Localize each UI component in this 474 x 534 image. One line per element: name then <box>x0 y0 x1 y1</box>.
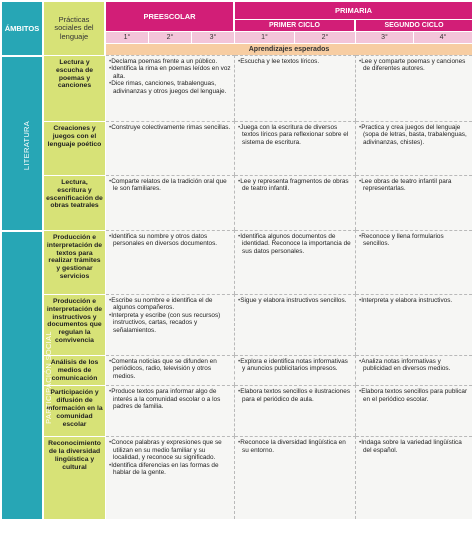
list-item: • Identifica diferencias en las formas de hablar de la gente. <box>109 462 231 477</box>
list-item: • Interpreta y escribe (con sus recursos) instructivos, cartas, recados y señalamientos. <box>109 312 231 334</box>
list-item: • Escucha y lee textos líricos. <box>238 58 352 65</box>
header-ambitos: ÁMBITOS <box>2 2 44 55</box>
practica-cell: Análisis de los medios de comunicación <box>44 355 106 385</box>
grade-header: 3° <box>192 31 235 43</box>
segundo-ciclo-cell <box>356 230 472 294</box>
table-row <box>2 385 472 436</box>
practica-cell: Creaciones y juegos con el lenguaje poético <box>44 121 106 175</box>
segundo-ciclo-cell <box>356 121 472 175</box>
grade-header: 1° <box>106 31 149 43</box>
preescolar-cell <box>106 175 235 230</box>
table-row <box>2 230 472 294</box>
segundo-ciclo-cell <box>356 355 472 385</box>
list-item: • Interpreta y elabora instructivos. <box>359 297 469 304</box>
header-primer-ciclo: PRIMER CICLO <box>235 19 356 31</box>
table-row <box>2 55 472 121</box>
aprendizajes-table <box>2 2 472 519</box>
table-row <box>2 121 472 175</box>
ambito-participacion-social <box>2 230 53 519</box>
practica-cell: Lectura, escritura y escenificación de obras teatrales <box>44 175 106 230</box>
list-item: • Identifica su nombre y otros datos personales en diversos documentos. <box>109 233 231 248</box>
list-item: • Elabora textos sencillos para publicar en el periódico escolar. <box>359 388 469 403</box>
list-item: • Produce textos para informar algo de interés a la comunidad escolar o a los padres de familia. <box>109 388 231 410</box>
primer-ciclo-cell <box>235 230 356 294</box>
list-item: • Reconoce y llena formularios sencillos. <box>359 233 469 248</box>
list-item: • Lee obras de teatro infantil para representarlas. <box>359 178 469 193</box>
table-row <box>2 436 472 519</box>
preescolar-cell <box>106 230 235 294</box>
list-item: • Lee y comparte poemas y canciones de diferentes autores. <box>359 58 469 73</box>
practica-cell: Producción e interpretación de instructivos y documentos que regulan la convivencia <box>44 294 106 355</box>
segundo-ciclo-cell <box>356 294 472 355</box>
practica-cell: Reconocimiento de la diversidad lingüística y cultural <box>44 436 106 519</box>
primer-ciclo-cell <box>235 436 356 519</box>
table-row <box>2 355 472 385</box>
header-practicas: Prácticas sociales del lenguaje <box>44 2 106 55</box>
segundo-ciclo-cell <box>356 436 472 519</box>
list-item: • Dice rimas, canciones, trabalenguas, adivinanzas y otros juegos del lenguaje. <box>109 80 231 95</box>
grade-header: 3° <box>356 31 414 43</box>
list-item: • Comparte relatos de la tradición oral que le son familiares. <box>109 178 231 193</box>
preescolar-cell <box>106 436 235 519</box>
practica-cell: Producción e interpretación de textos para realizar trámites y gestionar servicios <box>44 230 106 294</box>
grade-header: 2° <box>295 31 356 43</box>
header-preescolar: PREESCOLAR <box>106 2 235 31</box>
table-row <box>2 294 472 355</box>
primer-ciclo-cell <box>235 355 356 385</box>
list-item: • Explora e identifica notas informativas y anuncios publicitarios impresos. <box>238 358 352 373</box>
primer-ciclo-cell <box>235 294 356 355</box>
list-item: • Identifica algunos documentos de identidad. Reconoce la importancia de sus datos personales. <box>238 233 352 255</box>
list-item: • Identifica la rima en poemas leídos en voz alta. <box>109 65 231 80</box>
primer-ciclo-cell <box>235 55 356 121</box>
primer-ciclo-cell <box>235 385 356 436</box>
header-aprendizajes-esperados: Aprendizajes esperados <box>106 43 472 55</box>
list-item: • Comenta noticias que se difunden en periódicos, radio, televisión y otros medios. <box>109 358 231 380</box>
segundo-ciclo-cell <box>356 385 472 436</box>
segundo-ciclo-cell <box>356 175 472 230</box>
grade-header: 1° <box>235 31 295 43</box>
list-item: • Elabora textos sencillos e ilustraciones para el periódico de aula. <box>238 388 352 403</box>
list-item: • Reconoce la diversidad lingüística en su entorno. <box>238 439 352 454</box>
header-primaria: PRIMARIA <box>235 2 472 19</box>
ambito-participacion-label: PARTICIPACIÓN SOCIAL <box>43 330 53 424</box>
segundo-ciclo-cell <box>356 55 472 121</box>
list-item: • Sigue y elabora instructivos sencillos. <box>238 297 352 304</box>
grade-header: 2° <box>149 31 192 43</box>
preescolar-cell <box>106 55 235 121</box>
header-segundo-ciclo: SEGUNDO CICLO <box>356 19 472 31</box>
list-item: • Declama poemas frente a un público. <box>109 58 231 65</box>
ambito-literatura-label: LITERATURA <box>22 120 32 170</box>
ambito-literatura <box>2 55 44 230</box>
practica-cell: Participación y difusión de información en la comunidad escolar <box>44 385 106 436</box>
list-item: • Juega con la escritura de diversos textos líricos para reflexionar sobre el sistema de escritura. <box>238 124 352 146</box>
list-item: • Conoce palabras y expresiones que se utilizan en su medio familiar y su localidad, y reconoce su significado. <box>109 439 231 461</box>
list-item: • Construye colectivamente rimas sencillas. <box>109 124 231 131</box>
preescolar-cell <box>106 355 235 385</box>
primer-ciclo-cell <box>235 121 356 175</box>
list-item: • Analiza notas informativas y publicidad en diversos medios. <box>359 358 469 373</box>
preescolar-cell <box>106 294 235 355</box>
primer-ciclo-cell <box>235 175 356 230</box>
list-item: • Lee y representa fragmentos de obras de teatro infantil. <box>238 178 352 193</box>
practica-cell: Lectura y escucha de poemas y canciones <box>44 55 106 121</box>
list-item: • Indaga sobre la variedad lingüística del español. <box>359 439 469 454</box>
table-row <box>2 175 472 230</box>
preescolar-cell <box>106 121 235 175</box>
grade-header: 4° <box>414 31 472 43</box>
list-item: • Escribe su nombre e identifica el de algunos compañeros. <box>109 297 231 312</box>
preescolar-cell <box>106 385 235 436</box>
list-item: • Practica y crea juegos del lenguaje (sopa de letras, basta, trabalenguas, adivinanzas, chistes). <box>359 124 469 146</box>
